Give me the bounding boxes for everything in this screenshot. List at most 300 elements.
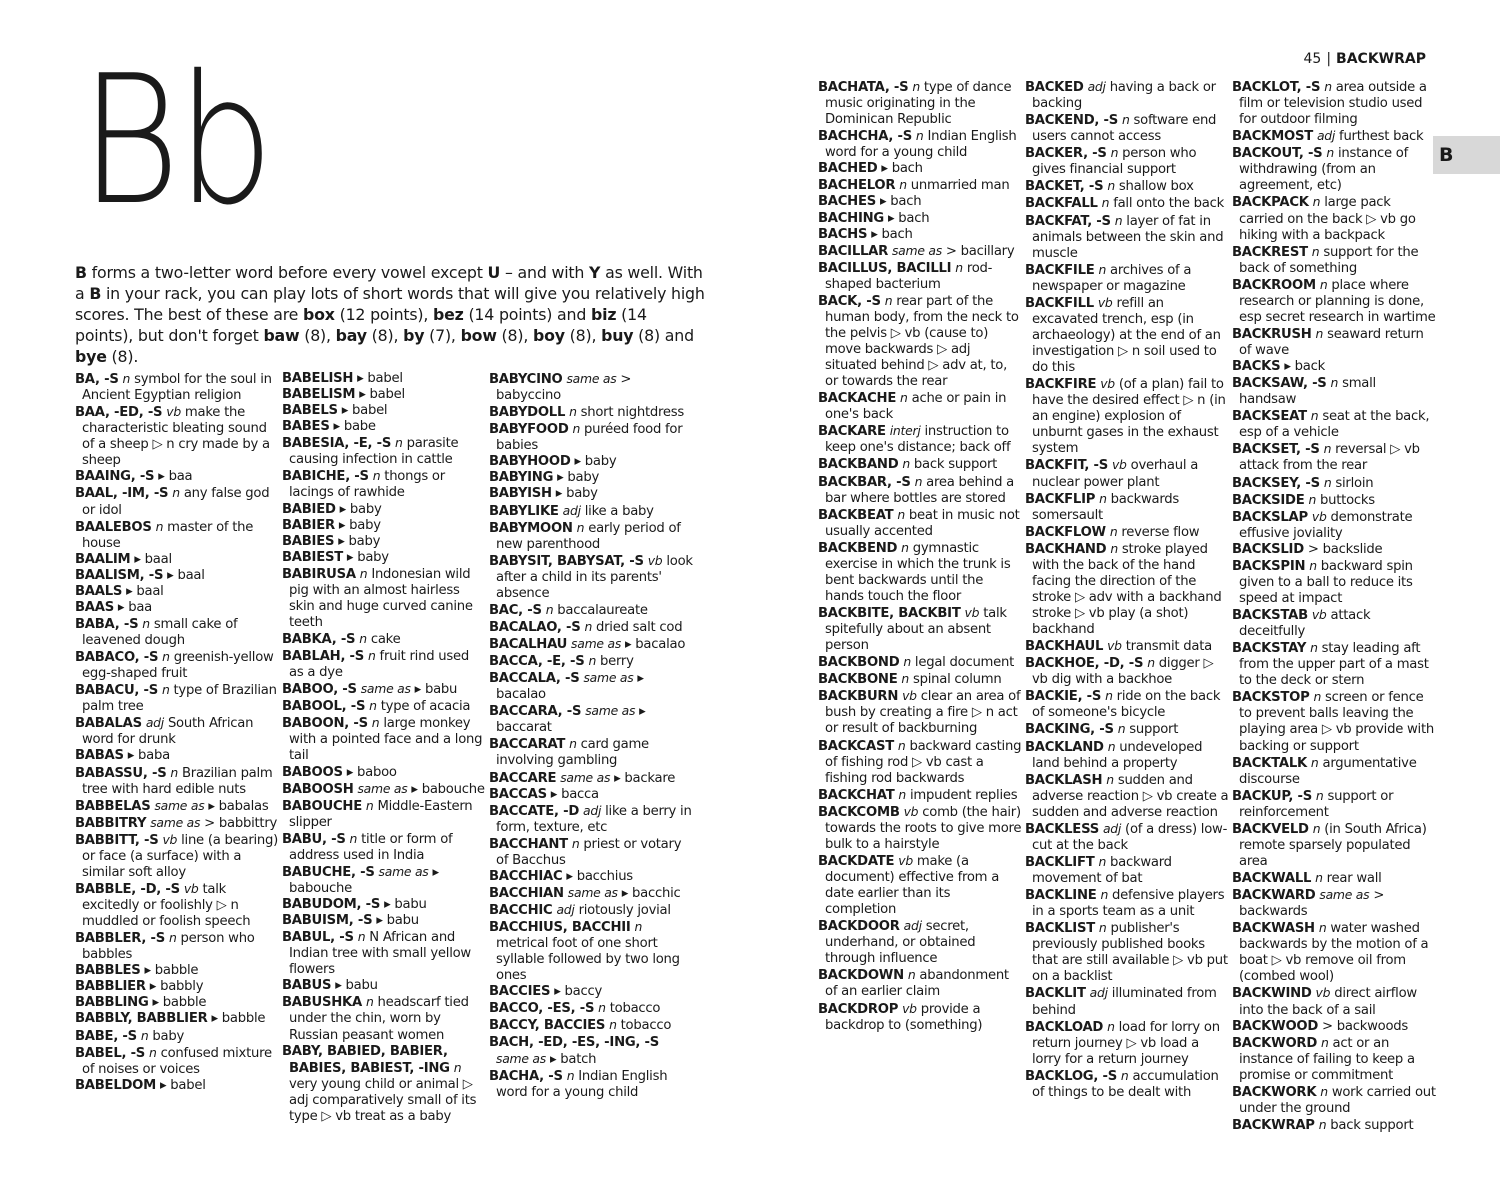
entry-headword: BABBELAS (75, 798, 151, 814)
entry-headword: BACHS (818, 226, 868, 242)
entry-headword: BACKED (1025, 80, 1084, 95)
entry-part-of-speech: same as (496, 1050, 546, 1066)
entry-part-of-speech: n (1315, 787, 1324, 803)
dictionary-entry (1232, 542, 1437, 558)
dictionary-entry (282, 681, 487, 698)
entry-definition: large pack carried on the back ▷ vb go hiking with a backpack (1239, 195, 1416, 243)
entry-definition: shallow box (1118, 179, 1194, 195)
entry-headword: BACKCOMB (818, 804, 900, 820)
entry-definition: reversal ▷ vb attack from the rear (1239, 442, 1420, 474)
entry-headword: BABYFOOD (489, 422, 569, 438)
entry-part-of-speech: n (1098, 261, 1107, 277)
dictionary-entry (282, 435, 487, 468)
entry-definition: confused mixture of noises or voices (82, 1045, 272, 1077)
entry-definition: rod-shaped bacterium (825, 260, 993, 292)
entry-part-of-speech: same as (567, 884, 618, 900)
entry-part-of-speech: adj (556, 902, 575, 917)
entry-part-of-speech: n (545, 601, 554, 617)
entry-definition: ▸ babble (211, 1011, 266, 1027)
entry-part-of-speech: n (566, 1067, 575, 1083)
entry-headword: BACKACHE (818, 391, 897, 407)
dictionary-entry (1232, 509, 1437, 542)
entry-definition: tobacco (609, 1001, 661, 1017)
entry-definition: support for the back of something (1239, 244, 1419, 276)
entry-definition: (of a dress) low-cut at the back (1032, 821, 1228, 853)
entry-part-of-speech: n (1106, 771, 1114, 787)
entry-headword: BABY, BABIED, BABIER, BABIES, BABIEST, -ING (282, 1043, 450, 1076)
entry-part-of-speech: n (149, 1044, 157, 1060)
entry-definition: like a baby (584, 503, 654, 519)
entry-definition: publisher's previously published books that are still available ▷ vb put on a backlist (1032, 921, 1228, 985)
dictionary-entry (818, 853, 1023, 918)
entry-definition: spinal column (912, 672, 1002, 688)
entry-part-of-speech: adj (903, 918, 922, 934)
entry-definition: demonstrate effusive joviality (1239, 509, 1413, 541)
entry-headword: BABACU, -S (75, 683, 158, 699)
entry-definition: ▸ babble (152, 995, 207, 1011)
entry-part-of-speech: n (1107, 178, 1115, 194)
entry-headword: BACHES (818, 194, 876, 210)
entry-headword: BACCHIAN (489, 885, 564, 901)
entry-definition: beat in music not usually accented (825, 507, 1020, 539)
entry-headword: BACKFILE (1025, 262, 1095, 278)
dictionary-entry (818, 540, 1023, 605)
entry-part-of-speech: n (1313, 689, 1322, 705)
entry-definition: > bacillary (945, 243, 1015, 259)
entry-definition: > babbittry (204, 815, 278, 831)
entry-part-of-speech: n (900, 390, 908, 406)
entry-part-of-speech: adj (1102, 820, 1122, 836)
entry-part-of-speech: vb (964, 605, 980, 620)
entry-headword: BABASSU, -S (75, 765, 167, 781)
dictionary-entry (282, 831, 487, 864)
dictionary-entry (489, 1035, 694, 1068)
dictionary-entry (1232, 492, 1437, 509)
entry-definition: ▸ baby (574, 454, 617, 470)
dictionary-entry (1025, 887, 1230, 920)
dictionary-entry (282, 897, 487, 913)
entry-part-of-speech: n (1109, 523, 1118, 539)
dictionary-entry (75, 930, 280, 963)
entry-headword: BACCO, -ES, -S (489, 1001, 595, 1017)
entry-part-of-speech: n (1121, 112, 1130, 128)
dictionary-entry (282, 534, 487, 550)
entry-headword: BABELISH (282, 371, 354, 386)
entry-part-of-speech: n (912, 79, 920, 94)
entry-part-of-speech: n (1330, 375, 1339, 391)
dictionary-entry (1232, 408, 1437, 441)
entry-part-of-speech: n (1311, 243, 1320, 259)
entry-definition: attack deceitfully (1239, 608, 1371, 640)
entry-headword: BACKBEND (818, 540, 898, 556)
dictionary-entry (489, 520, 694, 553)
dictionary-entry (489, 836, 694, 869)
entry-headword: BACKWORK (1232, 1084, 1317, 1100)
entry-headword: BACKFALL (1025, 196, 1098, 212)
entry-definition: instance of withdrawing (from an agreement, etc) (1239, 146, 1408, 194)
entry-definition: line (a bearing) or face (a surface) with a similar soft alloy (82, 832, 279, 880)
dictionary-entry (489, 653, 694, 670)
entry-headword: BACKER, -S (1025, 146, 1107, 162)
dictionary-entry (282, 994, 487, 1043)
entry-part-of-speech: interj (889, 423, 921, 439)
entry-headword: BABACO, -S (75, 650, 159, 666)
dictionary-entry (818, 161, 1023, 177)
entry-part-of-speech: n (903, 654, 911, 670)
entry-definition: ▸ bacchic (621, 885, 681, 901)
entry-part-of-speech: vb (903, 803, 919, 819)
entry-definition: Indian English word for a young child (825, 129, 1017, 161)
dictionary-entry (1025, 541, 1230, 638)
entry-part-of-speech: n (395, 435, 403, 451)
dictionary-entry (282, 631, 487, 648)
entry-headword: BACKFLIP (1025, 491, 1096, 507)
dictionary-entry (75, 1045, 280, 1078)
entry-definition: transmit data (1125, 639, 1212, 655)
entry-part-of-speech: n (1107, 1018, 1115, 1034)
entry-headword: BACKWORD (1232, 1035, 1318, 1051)
dictionary-entry (1025, 772, 1230, 821)
entry-definition: fruit rind used as a dye (289, 649, 469, 681)
entry-part-of-speech: vb (166, 404, 181, 420)
dictionary-entry (489, 1017, 694, 1034)
entry-definition: metrical foot of one short syllable followed by two long ones (496, 936, 680, 984)
entry-definition: ▸ babalas (208, 798, 269, 814)
entry-part-of-speech: n (897, 506, 905, 522)
entry-definition: rear part of the human body, from the neck to the pelvis ▷ vb (cause to) move backwards ▷ adj situated behind ▷ adv at, to, or towards the rear (825, 293, 1019, 390)
entry-definition: like a berry in form, texture, etc (496, 803, 692, 835)
entry-headword: BACKWALL (1232, 871, 1312, 886)
entry-definition: impudent replies (909, 787, 1018, 803)
entry-part-of-speech: same as (378, 863, 429, 879)
entry-headword: BACKSAW, -S (1232, 376, 1327, 392)
entry-definition: ▸ babel (357, 371, 403, 386)
entry-headword: BACILLAR (818, 243, 889, 259)
entry-headword: BACKBURN (818, 689, 899, 705)
entry-part-of-speech: n (902, 456, 910, 472)
entry-part-of-speech: n (367, 648, 376, 664)
entry-definition: N African and Indian tree with small yellow flowers (289, 930, 471, 978)
entry-headword: BABUISM, -S (282, 913, 373, 929)
dictionary-entry (489, 553, 694, 602)
dictionary-entry (1232, 755, 1437, 788)
dictionary-entry (489, 1068, 694, 1101)
entry-definition: ride on the back of someone's bicycle (1032, 689, 1221, 721)
entry-part-of-speech: n (901, 671, 910, 687)
entry-definition: Indonesian wild pig with an almost hairless skin and huge curved canine teeth (289, 566, 473, 630)
entry-headword: BACKLINE (1025, 888, 1097, 904)
entry-definition: (in South Africa) remote sparsely populated area (1239, 821, 1427, 869)
entry-definition: title or form of address used in India (289, 831, 453, 863)
dictionary-entry (1232, 1084, 1437, 1117)
entry-part-of-speech: same as (571, 636, 622, 651)
entry-headword: BACKHOE, -D, -S (1025, 656, 1144, 672)
dictionary-entry (75, 1078, 280, 1094)
entry-definition: > babyccino (496, 372, 632, 404)
dictionary-entry (1232, 1019, 1437, 1035)
entry-headword: BABBLER, -S (75, 931, 165, 947)
entry-headword: BACCA, -E, -S (489, 654, 585, 670)
entry-part-of-speech: n (1323, 474, 1332, 490)
entry-definition: reverse flow (1121, 524, 1200, 540)
entry-headword: BACCHIAC (489, 868, 563, 884)
entry-definition: greenish-yellow egg-shaped fruit (82, 650, 274, 682)
entry-column-4 (818, 79, 1023, 1034)
entry-headword: BABKA, -S (282, 632, 356, 647)
dictionary-entry (818, 671, 1023, 688)
entry-part-of-speech: n (1324, 79, 1332, 94)
entry-definition: ▸ bach (871, 226, 913, 242)
dictionary-entry (489, 803, 694, 836)
dictionary-entry (818, 194, 1023, 210)
entry-definition: large monkey with a pointed face and a long tail (289, 716, 483, 764)
entry-headword: BACALAO, -S (489, 619, 581, 635)
dictionary-entry (489, 503, 694, 520)
entry-definition: look after a child in its parents' absence (496, 553, 693, 601)
entry-definition: back support (913, 457, 998, 473)
entry-part-of-speech: n (1105, 688, 1113, 704)
entry-definition: argumentative discourse (1239, 755, 1417, 787)
entry-headword: BABOON, -S (282, 716, 368, 732)
entry-headword: BACCHANT (489, 836, 568, 852)
entry-column-1 (75, 371, 280, 1094)
entry-definition: dried salt cod (596, 619, 683, 635)
entry-headword: BACKSTAY (1232, 641, 1307, 657)
entry-definition: ▸ baby (338, 517, 381, 533)
entry-definition: support or reinforcement (1239, 788, 1394, 820)
entry-headword: BACCARE (489, 770, 557, 786)
entry-headword: BABIRUSA (282, 566, 356, 582)
entry-headword: BACKLOG, -S (1025, 1068, 1117, 1084)
entry-definition: ▸ babouche (289, 864, 439, 896)
entry-definition: ▸ babel (159, 1077, 206, 1093)
dictionary-entry (282, 929, 487, 978)
entry-definition: symbol for the soul in Ancient Egyptian religion (82, 372, 272, 404)
entry-headword: BACKEND, -S (1025, 113, 1118, 129)
dictionary-entry (1025, 491, 1230, 524)
entry-headword: BAALIM (75, 551, 131, 567)
dictionary-entry (282, 403, 487, 419)
entry-definition: small handsaw (1239, 376, 1376, 408)
dictionary-entry (282, 566, 487, 631)
dictionary-entry (1232, 277, 1437, 326)
dictionary-entry (1025, 295, 1230, 376)
entry-part-of-speech: n (571, 835, 580, 851)
entry-part-of-speech: n (955, 259, 963, 275)
entry-headword: BABUS (282, 978, 332, 994)
entry-column-6 (1232, 79, 1437, 1134)
entry-definition: act or an instance of failing to keep a promise or commitment (1239, 1035, 1415, 1083)
entry-headword: BACH, -ED, -ES, -ING, -S (489, 1034, 659, 1050)
dictionary-entry (1232, 558, 1437, 607)
dictionary-entry (75, 404, 280, 469)
dictionary-entry (75, 995, 280, 1011)
dictionary-entry (282, 371, 487, 387)
dictionary-entry (1025, 524, 1230, 541)
dictionary-entry (1232, 128, 1437, 145)
dictionary-entry (1232, 1035, 1437, 1084)
entry-definition: abandonment of an earlier claim (825, 968, 1009, 1000)
dictionary-entry (818, 787, 1023, 804)
entry-headword: BAALEBOS (75, 519, 152, 535)
entry-headword: BACHED (818, 161, 878, 177)
dictionary-entry (282, 765, 487, 781)
entry-headword: BAAS (75, 599, 114, 615)
dictionary-entry (1232, 475, 1437, 492)
entry-part-of-speech: n (915, 128, 924, 144)
entry-headword: BACILLUS, BACILLI (818, 260, 952, 276)
dictionary-entry (818, 507, 1023, 540)
entry-headword: BACKLIT (1025, 986, 1086, 1002)
entry-part-of-speech: n (162, 649, 170, 665)
entry-part-of-speech: n (907, 967, 916, 983)
entry-definition: software end users cannot access (1032, 113, 1217, 145)
entry-headword: BACKTALK (1232, 755, 1307, 771)
entry-part-of-speech: n (897, 737, 906, 753)
entry-definition: backward spin given to a ball to reduce its speed at impact (1239, 558, 1413, 606)
entry-part-of-speech: n (1315, 325, 1324, 341)
dictionary-entry (1232, 375, 1437, 408)
entry-part-of-speech: n (1101, 195, 1110, 211)
entry-headword: BABBLES (75, 963, 141, 979)
entry-definition: direct airflow into the back of a sail (1239, 986, 1417, 1018)
entry-headword: BABLAH, -S (282, 649, 365, 665)
entry-definition: work carried out under the ground (1239, 1084, 1436, 1116)
entry-definition: ▸ baccy (554, 984, 603, 1000)
entry-definition: ▸ baa (158, 469, 193, 485)
entry-definition: instruction to keep one's distance; back off (825, 424, 1011, 456)
entry-part-of-speech: n (155, 518, 164, 534)
entry-part-of-speech: vb (902, 1000, 917, 1016)
entry-headword: BABUDOM, -S (282, 897, 381, 912)
entry-headword: BABYISH (489, 486, 552, 502)
entry-definition: legal document (914, 655, 1015, 671)
entry-definition: ▸ babouche (411, 781, 485, 797)
entry-headword: BACKSIDE (1232, 492, 1305, 508)
entry-headword: BABELISM (282, 387, 356, 403)
entry-headword: BACKBEAT (818, 507, 894, 523)
dictionary-entry (1025, 213, 1230, 262)
entry-definition: ▸ baby (557, 470, 600, 486)
dictionary-entry (75, 1028, 280, 1045)
entry-headword: BACHING (818, 210, 884, 226)
entry-headword: BABUSHKA (282, 995, 362, 1011)
dictionary-entry (489, 636, 694, 653)
entry-definition: very young child or animal ▷ adj comparatively small of its type ▷ vb treat as a baby (289, 1076, 477, 1124)
dictionary-entry (1025, 145, 1230, 178)
dictionary-entry (489, 421, 694, 454)
entry-part-of-speech: n (1099, 490, 1107, 506)
entry-part-of-speech: adj (562, 502, 581, 518)
dictionary-entry (818, 738, 1023, 787)
entry-part-of-speech: n (1312, 194, 1321, 210)
entry-headword: BACKET, -S (1025, 179, 1104, 195)
entry-headword: BACKDATE (818, 853, 895, 869)
dictionary-entry (282, 1044, 487, 1125)
entry-definition: place where research or planning is done, esp secret research in wartime (1239, 277, 1436, 325)
entry-part-of-speech: vb (1097, 294, 1113, 310)
dictionary-entry (818, 423, 1023, 456)
dictionary-entry (282, 698, 487, 715)
entry-part-of-speech: adj (145, 715, 164, 731)
entry-headword: BABOUCHE (282, 798, 362, 814)
entry-part-of-speech: n (572, 421, 581, 437)
dictionary-entry (75, 616, 280, 649)
entry-part-of-speech: n (359, 565, 368, 581)
dictionary-entry (1025, 79, 1230, 112)
entry-headword: BACKLESS (1025, 821, 1099, 837)
entry-definition: > backwoods (1322, 1018, 1409, 1034)
entry-definition: riotously jovial (578, 903, 671, 918)
dictionary-entry (1232, 441, 1437, 474)
entry-definition: priest or votary of Bacchus (496, 836, 682, 868)
dictionary-entry (489, 371, 694, 404)
dictionary-entry (75, 798, 280, 815)
entry-definition: ▸ babel (359, 387, 405, 403)
entry-definition: ▸ babe (333, 419, 376, 435)
entry-part-of-speech: vb (1100, 376, 1115, 392)
entry-definition: ▸ bach (887, 210, 930, 226)
entry-headword: BACKFILL (1025, 295, 1094, 311)
dictionary-entry (818, 390, 1023, 423)
dictionary-entry (75, 1011, 280, 1027)
dictionary-entry (75, 371, 280, 404)
dictionary-entry (818, 688, 1023, 737)
dictionary-entry (282, 518, 487, 534)
entry-part-of-speech: n (365, 994, 374, 1010)
entry-headword: BACHA, -S (489, 1068, 563, 1084)
guideword: BACKWRAP (1336, 51, 1426, 67)
entry-part-of-speech: n (1320, 1034, 1329, 1050)
entry-part-of-speech: n (359, 631, 367, 646)
entry-part-of-speech: n (588, 653, 597, 669)
entry-headword: BACKHAUL (1025, 639, 1104, 655)
entry-definition: headscarf tied under the chin, worn by Russian peasant women (289, 995, 469, 1043)
entry-part-of-speech: n (1319, 276, 1328, 292)
entry-part-of-speech: same as (360, 681, 411, 697)
entry-definition: early period of new parenthood (496, 520, 681, 552)
dictionary-entry (489, 1000, 694, 1017)
entry-headword: BACKLOT, -S (1232, 80, 1321, 95)
dictionary-entry (75, 568, 280, 584)
entry-definition: ▸ bacalao (496, 671, 644, 703)
dictionary-entry (1025, 376, 1230, 457)
entry-definition: digger ▷ vb dig with a backhoe (1032, 656, 1214, 688)
entry-headword: BAAING, -S (75, 469, 155, 485)
entry-headword: BABBITT, -S (75, 832, 159, 848)
dictionary-entry (1025, 178, 1230, 195)
dictionary-entry (282, 502, 487, 518)
dictionary-entry (818, 1001, 1023, 1034)
entry-headword: BAALISM, -S (75, 567, 164, 583)
entry-headword: BACKROOM (1232, 277, 1316, 293)
dictionary-entry (1232, 689, 1437, 754)
entry-headword: BACKDOWN (818, 968, 904, 984)
entry-part-of-speech: n (1309, 557, 1317, 573)
entry-definition: sirloin (1335, 475, 1374, 491)
dictionary-entry (1025, 638, 1230, 655)
entry-headword: BACKLAND (1025, 739, 1104, 755)
entry-definition: ▸ babble (144, 963, 199, 979)
dictionary-entry (75, 600, 280, 616)
entry-headword: BABAS (75, 748, 124, 764)
entry-headword: BACKWRAP (1232, 1117, 1315, 1133)
dictionary-entry (1025, 739, 1230, 772)
entry-headword: BABYHOOD (489, 454, 571, 470)
entry-definition: > backwards (1239, 888, 1385, 920)
dictionary-entry (75, 963, 280, 979)
entry-definition: berry (600, 654, 634, 670)
